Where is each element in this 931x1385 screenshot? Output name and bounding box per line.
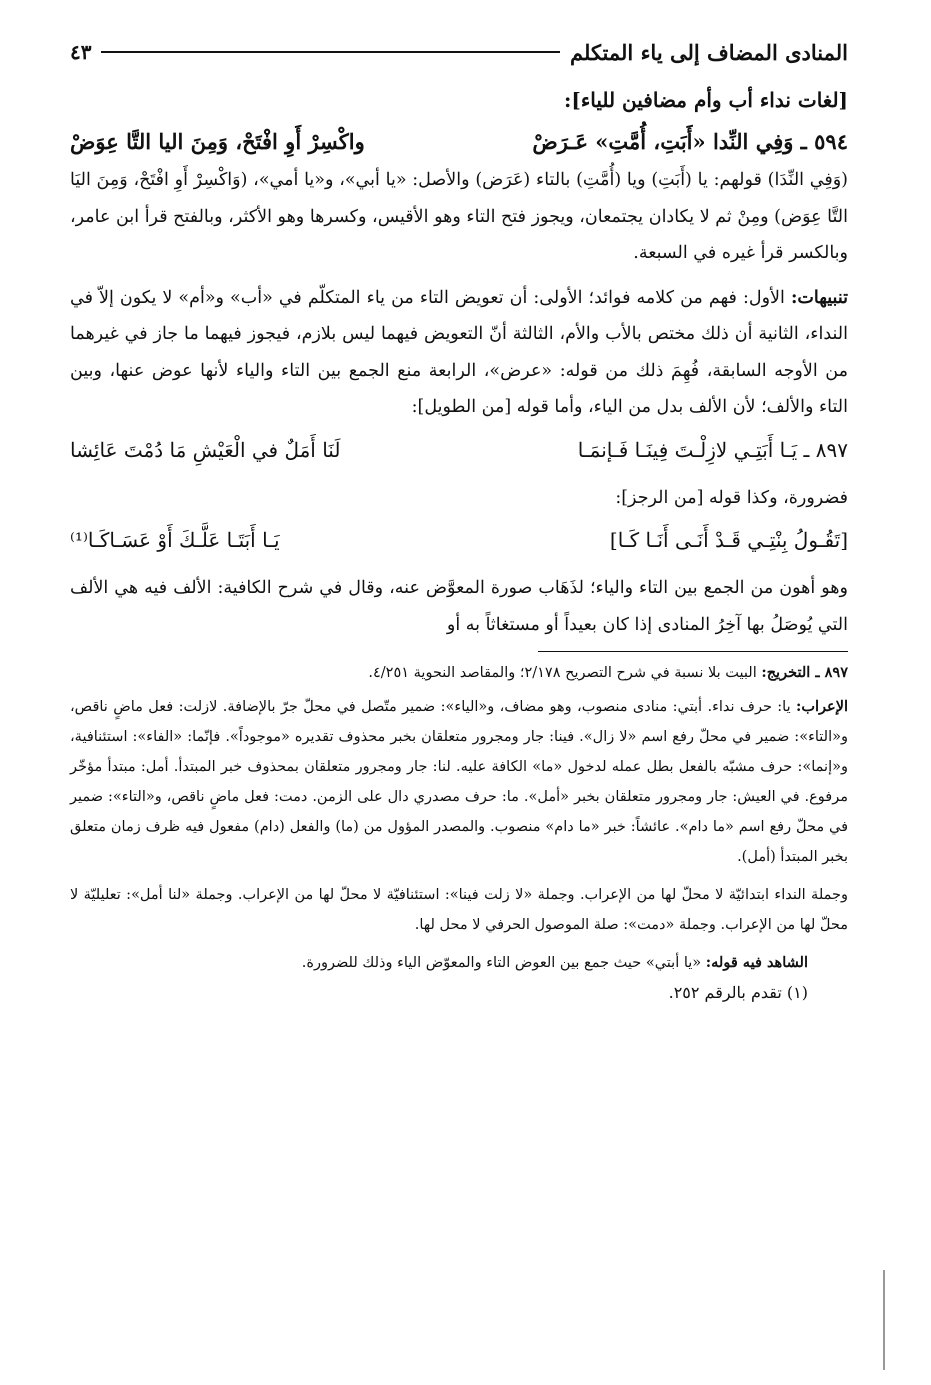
spacer — [70, 940, 848, 948]
verse-594-first-hemistich: ٥٩٤ ـ وَفِي النِّدا «أَبَتِ، أُمَّتِ» عَـرَضْ — [532, 129, 848, 154]
kafiya-paragraph: وهو أهون من الجمع بين التاء والياء؛ لذَهَاب صورة المعوَّض عنه، وقال في شرح الكافية: الألف فيه هي الألف التي يُوصَلُ بها آخِرُ المنادى إذا كان بعيداً أو مستغاثاً به أو — [70, 578, 848, 635]
page-edge-line — [883, 1270, 885, 1370]
footnote-irab — [70, 692, 848, 872]
verse-897-first-hemistich: ٨٩٧ ـ يَـا أَبَتِـي لازِلْـتَ فِينَـا فَـإنمَـا — [577, 437, 848, 462]
takhrij-label: ٨٩٧ ـ التخريج: — [761, 664, 848, 681]
verse-rajaz — [70, 520, 848, 560]
takhrij-text: البيت بلا نسبة في شرح التصريح ٢/١٧٨؛ والمقاصد النحوية ٤/٢٥١. — [368, 665, 757, 681]
book-page — [70, 32, 848, 1008]
footnote-takhrij — [70, 658, 848, 688]
footnote-separator — [538, 651, 848, 652]
header-rule — [101, 51, 560, 53]
spacer — [70, 872, 848, 880]
footnote-shahid — [70, 948, 848, 978]
verse-897-second-hemistich: لَنَا أَمَلٌ في الْعَيْشِ مَا دُمْتَ عَائِشا — [70, 437, 341, 462]
irab-text: يا: حرف نداء. أبتي: منادى منصوب، وهو مضاف، و«الياء»: ضمير متّصل في محلّ جرّ بالإضافة. لازلت: فعل ماضٍ ناقص، و«التاء»: ضمير في محلّ رفع اسم «لا زال». فينا: جار ومجرور متعلقان بخبر محذوف تقديره «موجوداً». فإنّما: «الفاء»: استئنافية، و«إنما»: حرف مشبّه بالفعل بطل عمله لدخول «ما» الكافة عليه. لنا: جار ومجرور متعلقان بمحذوف خبر المبتدأ. أمل: مبتدأ مؤخّر مرفوع. في العيش: جار ومجرور متعلقان بخبر «أمل». ما: حرف مصدري دال على الزمن. دمت: فعل ماضٍ ناقص، و«التاء»: ضمير في محلّ رفع اسم «ما دام». عائشاً: خبر «ما دام» منصوب. والمصدر المؤول من (ما) والفعل (دام) مفعول فيه ظرف زمان متعلق بخبر المبتدأ (أمل). — [70, 699, 848, 865]
notes-paragraph — [70, 280, 848, 426]
footnote-1: (١) تقدم بالرقم ٢٥٢. — [668, 983, 808, 1002]
darura-paragraph: فضرورة، وكذا قوله [من الرجز]: — [615, 487, 848, 508]
shahid-text: «يا أبتي» حيث جمع بين العوض التاء والمعوّض الياء وذلك للضرورة. — [301, 955, 702, 971]
verse-594 — [70, 122, 848, 162]
shahid-label: الشاهد فيه قوله: — [705, 954, 808, 971]
page-number: ٤٣ — [70, 40, 92, 64]
footnote-jumal: وجملة النداء ابتدائيّة لا محلّ لها من الإعراب. وجملة «لا زلت فينا»: استئنافيّة لا محلّ لها من الإعراب. وجملة «لنا أمل»: تعليليّة لا محلّ لها من الإعراب. وجملة «دمت»: صلة الموصول الحرفي لا محل لها. — [70, 887, 848, 933]
notes-label: تنبيهات: — [790, 287, 848, 308]
running-header — [70, 32, 848, 72]
header-title: المنادى المضاف إلى ياء المتكلم — [570, 39, 848, 65]
verse-rajaz-first-hemistich: [تَقُـولُ بِنْتِـي قَـدْ أَنَـى أَنَـا كَـا] — [609, 528, 848, 552]
notes-text: الأول: فهم من كلامه فوائد؛ الأولى: أن تعويض التاء من ياء المتكلّم في «أب» و«أم» لا يكون إلاّ في النداء، الثانية أن ذلك مختص بالأب والأم، الثالثة أنّ التعويض فيهما ليس بلازم، فيجوز فيهما ما جاز في غيرهما من الأوجه السابقة، فُهِمَ ذلك من قوله: «عرض»، الرابعة منع الجمع بين التاء والياء لأنها عوض عنها، وبين التاء والألف؛ لأن الألف بدل من الياء، وأما قوله [من الطويل]: — [70, 287, 848, 417]
verse-rajaz-second-hemistich: يَـا أَبَتَـا عَلَّـكَ أَوْ عَسَـاكَـا⁽¹⁾ — [70, 528, 280, 552]
verse-897 — [70, 430, 848, 470]
section-heading: [لغات نداء أب وأم مضافين للياء]: — [563, 88, 848, 112]
irab-label: الإعراب: — [796, 698, 848, 715]
commentary-paragraph: (وَفِي النِّدَا) قولهم: يا (أَبَتِ) ويا (أُمَّتِ) بالتاء (عَرَض) والأصل: «يا أبي»، و«يا أمي»، (وَاكْسِرْ أَوِ افْتَحْ، وَمِنَ اليَا التَّا عِوَض) ومِنْ ثم لا يكادان يجتمعان، ويجوز فتح التاء وهو الأقيس، وكسرها وهو الأكثر، وبالفتح قرأ ابن عامر، وبالكسر قرأ غيره في السبعة. — [70, 170, 848, 263]
verse-594-second-hemistich: واكْسِرْ أَوِ افْتَحْ، وَمِنَ اليا التَّا عِوَضْ — [70, 129, 365, 154]
